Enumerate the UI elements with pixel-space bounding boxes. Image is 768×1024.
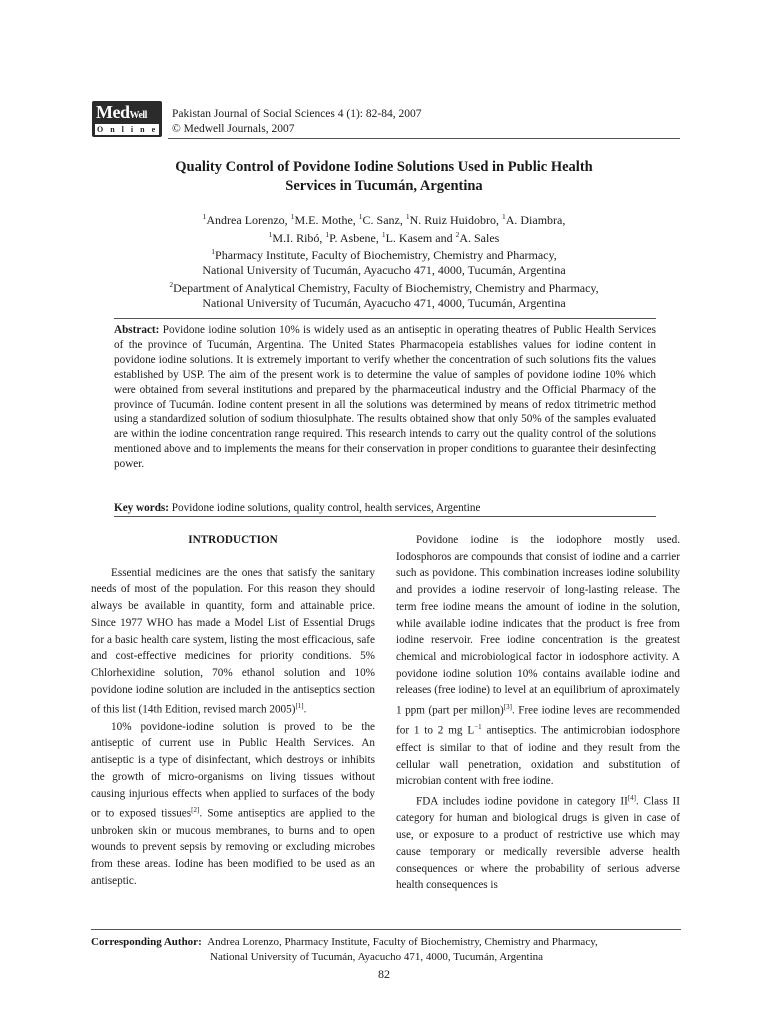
author-name: A. Sales [459,230,500,245]
author-name: M.I. Ribó, [272,230,326,245]
author-affiliation-marker: 1 [381,229,386,239]
affiliation-1-line-1: $^1$Pharmacy Institute, Faculty of Biochemistry, Chemistry and Pharmacy, [211,247,557,263]
authors-line-1 [100,210,668,228]
author-affiliation-marker: 1 [405,212,410,221]
page-number: 82 [378,967,390,981]
corresponding-author-label: Corresponding Author: [91,936,202,948]
intro-paragraph-1: Essential medicines are the ones that satisfy the sanitary needs of most of the population. For this reason they should always be available in quantity, form and attainable price. Since 1977 WHO has made a Model List of Essential Drugs for a basic health care system, listing the most efficacious, safe and cost-effective medicines for priority conditions. 5% Chlorhexidine solution, 70% ethanol solution and 10% povidone iodine solution are included in the antiseptics section of this list (14th Edition, revised march 2005)[1]. [91,566,375,717]
author-name: L. Kasem and [385,230,456,245]
author-name: Andrea Lorenzo, [206,213,291,227]
corresponding-author-line-2: National University of Tucumán, Ayacucho 471, 4000, Tucumán, Argentina [210,951,544,963]
author-affiliation-marker: 2 [455,229,460,239]
title-line-1: Quality Control of Povidone Iodine Solutions Used in Public Health [175,159,593,175]
authors-line-2 [100,228,668,246]
author-affiliation-marker: 1 [290,212,295,221]
author-name: C. Sanz, [362,213,406,227]
abstract-label: Abstract: [114,324,160,336]
corresponding-author [91,935,681,965]
introduction-heading: INTRODUCTION [188,534,278,546]
abstract [114,323,656,472]
author-name: M.E. Mothe, [294,213,359,227]
author-affiliation-marker: 1 [268,229,273,239]
header-divider [168,138,680,139]
unit-exponent: −1 [474,723,482,732]
left-column [91,532,375,890]
keywords-bottom-rule [114,516,656,517]
right-column [396,532,680,894]
citation-4: [4] [627,794,636,803]
citation-1: [1] [295,702,304,711]
affiliation-2-line-2: National University of Tucumán, Ayacucho 471, 4000, Tucumán, Argentina [202,295,566,310]
corresponding-author-line-1: Andrea Lorenzo, Pharmacy Institute, Faculty of Biochemistry, Chemistry and Pharmacy, [207,936,598,948]
author-affiliation-marker: 1 [325,229,330,239]
keywords-label: Key words: [114,502,169,514]
logo-main-text: Med [96,102,130,122]
author-affiliation-marker: 1 [358,212,363,221]
author-name: N. Ruiz Huidobro, [409,213,502,227]
copyright-line: © Medwell Journals, 2007 [172,123,295,135]
abstract-top-rule [114,318,656,319]
citation-3: [3] [503,703,512,712]
author-affiliation-marker: 1 [202,212,207,221]
affiliation-2-line-1: $^2$Department of Analytical Chemistry, Faculty of Biochemistry, Chemistry and Pharmacy, [169,279,599,295]
citation-2: [2] [191,806,200,815]
authors-block [100,210,668,310]
logo-suffix-text: Well [129,110,147,121]
intro-paragraph-3: Povidone iodine is the iodophore mostly used. Iodosphoros are compounds that consist of iodine and a carrier such as povidone. This combination increases iodine solubility and provides a iodine reservoir of long-lasting release. The term free iodine means the amount of iodine in the solution, while available iodine indicates that the product is free from iodine reservoir. Free iodine concentration is the greatest chemical and microbiological factor in iodosphore activity. A povidone iodine solution 10% contains available iodine and releases (free iodine) to level at an equilibrium of aproximately 1 ppm (part per millon)[3]. Free iodine leves are recommended for 1 to 2 mg $L^{-1}$ antiseptics. The antimicrobian iodosphore effect is similar to that of iodine and they result from the cellular wall penetration, oxidation and substitution of microbian content with free iodine. [396,534,680,788]
footer-divider [91,929,681,930]
intro-paragraph-2: 10% povidone-iodine solution is proved to be the antiseptic of current use in Public Health Services. An antiseptic is a type of disinfectant, which destroys or inhibits the growth of micro-organisms on living tissues without causing injurious effects when applied to surfaces of the body or to exposed tissues[2]. Some antiseptics are applied to the unbroken skin or mucous membranes, to burns and to open wounds to prevent sepsis by removing or excluding microbes from these areas. Iodine has been modified to be used as an antiseptic. [91,720,375,887]
keywords [114,501,656,515]
logo-sub-text: Online [97,125,163,134]
journal-citation: Pakistan Journal of Social Sciences 4 (1): 82-84, 2007 [172,108,422,120]
medwell-logo [92,101,162,137]
author-name: P. Asbene, [329,230,382,245]
keywords-text: Povidone iodine solutions, quality control, health services, Argentine [171,502,481,514]
title-line-2: Services in Tucumán, Argentina [285,178,483,194]
author-name: A. Diambra, [505,213,566,227]
journal-info [172,107,421,137]
author-affiliation-marker: 1 [501,212,506,221]
affiliation-1-line-2: National University of Tucumán, Ayacucho 471, 4000, Tucumán, Argentina [202,263,566,278]
abstract-text: Povidone iodine solution 10% is widely used as an antiseptic in operating theatres of Public Health Services of the province of Tucumán, Argentina. The United States Pharmacopeia establishes values for iodine content in povidone iodine solutions. It is extremely important to verify whether the concentration of such solutions fits the values established by USP. The aim of the present work is to determine the value of samples of povidone iodine 10% which were obtained from several institutions and prepared by the pharmaceutical industry and the Official Pharmacy of the province of Tucumán. Iodine content present in all the solutions was determined by means of redox titrimetric method using a standardized solution of sodium thiosulphate. The results obtained show that only 50% of the samples evaluated are within the iodine concentration range required. This research intends to carry out the quality control of the solutions mentioned above and to implements the means for their conservation in proper conditions to guarantee their desinfecting power. [114,324,656,471]
intro-paragraph-4: FDA includes iodine povidone in category II[4]. Class II category for human and biological drugs is given in case of use, or exposure to a product of restrictive use which may cause temporary or medically reversible adverse health consequences or where the probability of serious adverse health consequences is [396,794,680,892]
article-title [100,158,668,196]
